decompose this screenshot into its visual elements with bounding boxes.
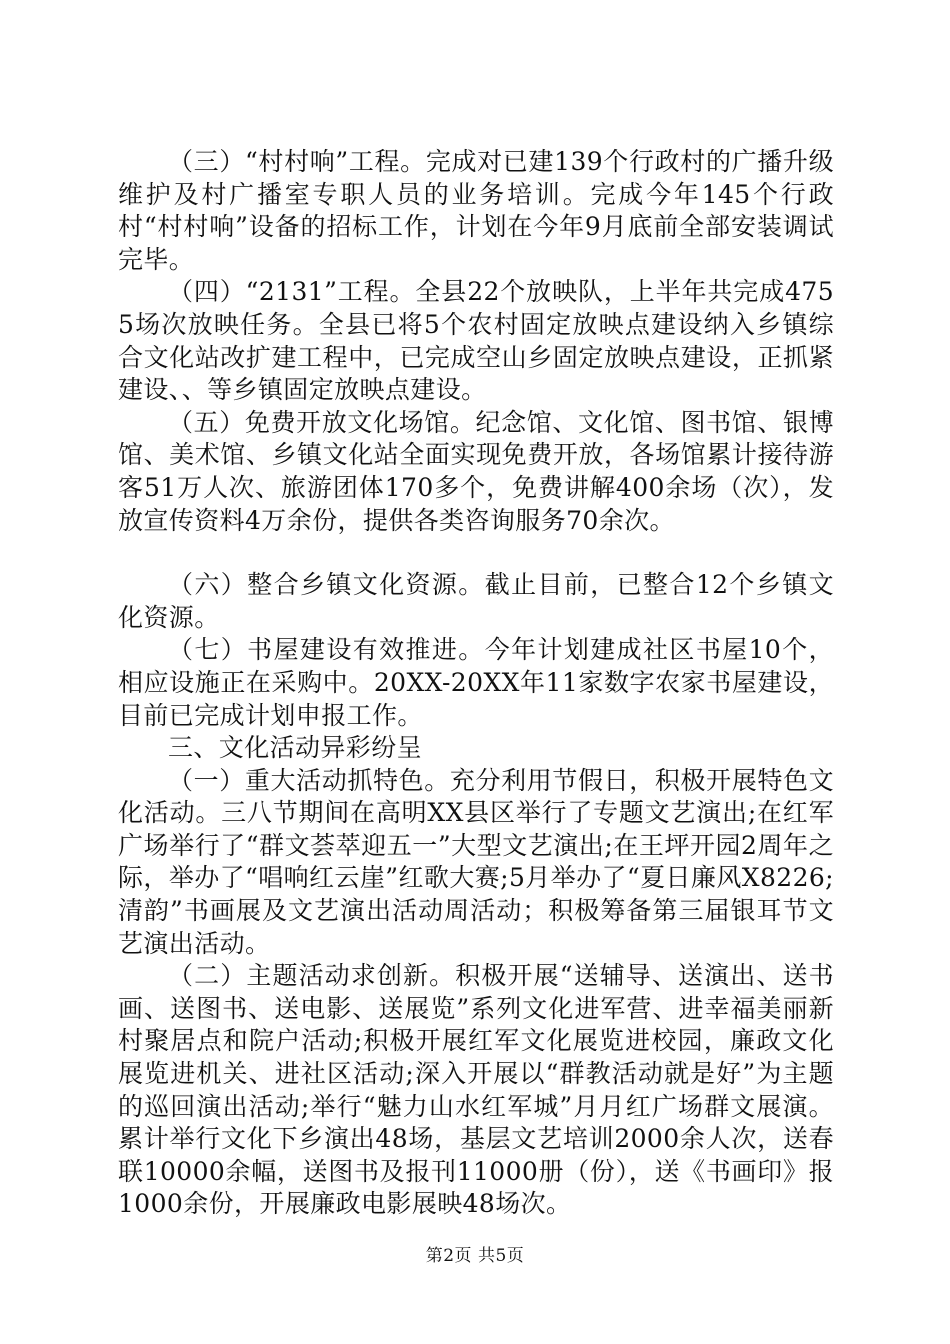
paragraph-village-broadcast: （三）“村村响”工程。完成对已建139个行政村的广播升级维护及村广播室专职人员的业务培训。完成今年145个行政村“村村响”设备的招标工作，计划在今年9月底前全部安装调试完毕。 xyxy=(118,147,834,274)
paragraph-free-venues: （五）免费开放文化场馆。纪念馆、文化馆、图书馆、银博馆、美术馆、乡镇文化站全面实现免费开放，各场馆累计接待游客51万人次、旅游团体170多个，免费讲解400余场（次），发放宣传资料4万余份，提供各类咨询服务70余次。 xyxy=(118,407,834,535)
paragraph-major-activities: （一）重大活动抓特色。充分利用节假日，积极开展特色文化活动。三八节期间在高明XX县区举行了专题文艺演出;在红军广场举行了“群文荟萃迎五一”大型文艺演出;在王坪开园2周年之际，举办了“唱响红云崖”红歌大赛;5月举办了“夏日廉风X8226;清韵”书画展及文艺演出活动周活动；积极筹备第三届银耳节文艺演出活动。 xyxy=(118,765,834,958)
paragraph-themed-activities: （二）主题活动求创新。积极开展“送辅导、送演出、送书画、送图书、送电影、送展览”系列文化进军营、进幸福美丽新村聚居点和院户活动;积极开展红军文化展览进校园，廉政文化展览进机关、进社区活动;深入开展以“群教活动就是好”为主题的巡回演出活动;举行“魅力山水红军城”月月红广场群文展演。累计举行文化下乡演出48场，基层文艺培训2000余人次，送春联10000余幅，送图书及报刊11000册（份），送《书画印》报1000余份，开展廉政电影展映48场次。 xyxy=(118,961,834,1219)
paragraph-2131-project: （四）“2131”工程。全县22个放映队，上半年共完成4755场次放映任务。全县已将5个农村固定放映点建设纳入乡镇综合文化站改扩建工程中，已完成空山乡固定放映点建设，正抓紧建设、、等乡镇固定放映点建设。 xyxy=(118,277,834,405)
section-heading-cultural-activities: 三、文化活动异彩纷呈 xyxy=(168,733,423,763)
paragraph-gap xyxy=(118,537,834,569)
paragraph-township-resources: （六）整合乡镇文化资源。截止目前，已整合12个乡镇文化资源。 xyxy=(118,570,834,632)
page-number: 第2页 共5页 xyxy=(425,1246,525,1266)
document-body xyxy=(118,146,834,1221)
paragraph-bookhouse: （七）书屋建设有效推进。今年计划建成社区书屋10个，相应设施正在采购中。20XX-20XX年11家数字农家书屋建设，目前已完成计划申报工作。 xyxy=(118,635,834,730)
